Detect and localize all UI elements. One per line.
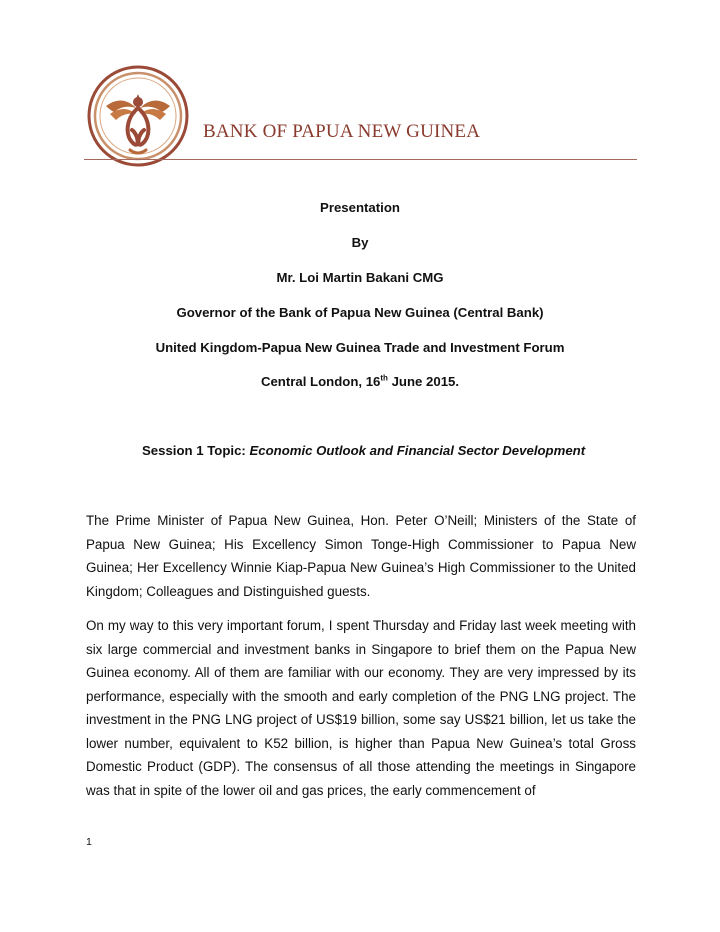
bird-of-paradise-seal-icon <box>86 64 190 168</box>
presenter-name: Mr. Loi Martin Bakani CMG <box>276 270 444 285</box>
by-label: By <box>351 235 369 250</box>
bank-logo <box>86 64 190 168</box>
body-paragraph: On my way to this very important forum, I spent Thursday and Friday last week meeting with six large commercial and investment banks in Singapore to brief them on the Papua New Guinea economy. All of them are familiar with our economy. They are very impressed by its performance, especially with the smooth and early completion of the PNG LNG project. The investment in the PNG LNG project of US$19 billion, some say US$21 billion, let us take the lower number, equivalent to K52 billion, is higher than Papua New Guinea’s total Gross Domestic Product (GDP). The consensus of all those attending the meetings in Singapore was that in spite of the lower oil and gas prices, the early commencement of <box>86 618 636 798</box>
bank-name-heading: BANK OF PAPUA NEW GUINEA <box>203 121 481 142</box>
header-divider <box>84 159 637 160</box>
presentation-label: Presentation <box>320 200 400 215</box>
session-heading <box>142 443 585 458</box>
venue-date <box>0 374 720 389</box>
forum-name: United Kingdom-Papua New Guinea Trade and Investment Forum <box>155 340 565 355</box>
presenter-title: Governor of the Bank of Papua New Guinea (Central Bank) <box>176 305 544 320</box>
venue-date-tail: June 2015. <box>387 374 460 389</box>
body-paragraph: The Prime Minister of Papua New Guinea, Hon. Peter O’Neill; Ministers of the State of Papua New Guinea; His Excellency Simon Tonge-High Commissioner to Papua New Guinea; Her Excellency Winnie Kiap-Papua New Guinea’s High Commissioner to the United Kingdom; Colleagues and Distinguished guests. <box>86 513 636 599</box>
session-topic: Economic Outlook and Financial Sector Development <box>249 443 586 458</box>
date-ordinal-suffix: th <box>380 373 388 383</box>
session-label: Session 1 Topic: <box>142 443 250 458</box>
venue-date-text: Central London, 16 <box>260 374 381 389</box>
page-number: 1 <box>86 836 92 848</box>
